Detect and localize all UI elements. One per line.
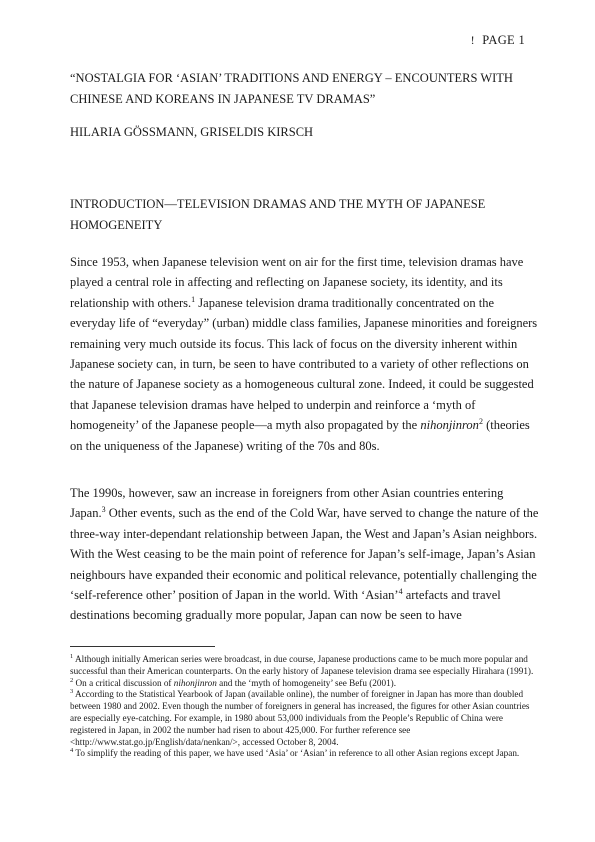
footnote-1-text: Although initially American series were broadcast, in due course, Japanese productions came to be much more popular and successful than their American counterparts. On the early history of Japanese television drama see especially Hirahara (1991).	[70, 654, 534, 676]
footnote-3-text: According to the Statistical Yearbook of Japan (available online), the number of foreigner in Japan has more than doubled between 1980 and 2002. Even though the number of foreigners in general has increased, the figures for other Asian countries are especially eye-catching. For example, in 1980 about 53,000 individuals from the People’s Republic of China were registered in Japan, in 2002 the number had risen to about 425,000. For further reference see <http://www.stat.go.jp/English/data/nenkan/>, accessed October 8, 2004.	[70, 689, 530, 747]
footnote-2-text-a: On a critical discussion of	[73, 677, 174, 688]
page-header	[471, 33, 525, 48]
footnote-2-term: nihonjinron	[173, 677, 217, 688]
para1-term: nihonjinron	[420, 418, 479, 433]
page-number: 1	[518, 33, 525, 47]
section-heading: INTRODUCTION—TELEVISION DRAMAS AND THE MYTH OF JAPANESE HOMOGENEITY	[70, 197, 486, 232]
footnote-3-number: 3	[70, 688, 74, 696]
para2-text-a: The 1990s, however, saw an increase in foreigners from other Asian countries entering Japan.	[70, 486, 504, 521]
paper-authors: HILARIA GÖSSMANN, GRISELDIS KIRSCH	[70, 125, 314, 139]
footnote-ref-4[interactable]: 4	[398, 586, 403, 596]
body-paragraph-2	[70, 483, 540, 626]
footnotes	[70, 654, 538, 760]
footnote-ref-1[interactable]: 1	[191, 294, 196, 304]
para2-text-b: Other events, such as the end of the Cold War, have served to change the nature of the three-way inter-dependant relationship between Japan, the West and Japan’s Asian neighbors. With the West ceasing to be the main point of reference for Japan’s self-image, Japan’s Asian neighbours have expanded their economic and political relevance, potentially challenging the ‘self-reference other’ position of Japan in the world. With ‘Asian’	[70, 506, 539, 603]
footnote-4	[70, 748, 538, 760]
footnote-3	[70, 689, 538, 748]
footnote-2	[70, 678, 538, 690]
footnote-ref-3[interactable]: 3	[101, 505, 106, 515]
body-paragraph-1	[70, 252, 540, 456]
paper-title: “NOSTALGIA FOR ‘ASIAN’ TRADITIONS AND ENERGY – ENCOUNTERS WITH CHINESE AND KOREANS IN JAPANESE TV DRAMAS”	[70, 71, 513, 106]
para1-text-a: Since 1953, when Japanese television went on air for the first time, television dramas have played a central role in affecting and reflecting on Japanese society, its identity, and its relationship with others.	[70, 255, 524, 310]
footnote-4-text: To simplify the reading of this paper, we have used ‘Asia’ or ‘Asian’ in reference to all other Asian regions except Japan.	[73, 748, 520, 759]
field-error-mark: !	[470, 33, 475, 47]
footnote-1-number: 1	[70, 652, 74, 660]
footnote-2-number: 2	[70, 676, 74, 684]
footnote-1	[70, 654, 538, 678]
footnote-ref-2[interactable]: 2	[478, 417, 483, 427]
para2-text-c: artefacts and travel destinations becoming gradually more popular, Japan can now be seen to have	[70, 588, 501, 623]
footnote-4-number: 4	[70, 747, 74, 755]
para1-text-b: Japanese television drama traditionally concentrated on the everyday life of “everyday” (urban) middle class families, Japanese minorities and foreigners remaining very much outside its focus. This lack of focus on the diversity inherent within Japanese society can, in turn, be seen to have contributed to a variety of other reflections on the nature of Japanese society as a homogeneous cultural zone. Indeed, it could be suggested that Japanese television dramas have helped to underpin and reinforce a ‘myth of homogeneity’ of the Japanese people—a myth also propagated by the	[70, 295, 538, 433]
footnote-divider	[70, 646, 215, 647]
footnote-2-text-b: and the ‘myth of homogeneity’ see Befu (2001).	[216, 677, 397, 688]
page-label: PAGE	[482, 33, 515, 47]
para1-text-c: (theories on the uniqueness of the Japanese) writing of the 70s and 80s.	[70, 418, 530, 453]
